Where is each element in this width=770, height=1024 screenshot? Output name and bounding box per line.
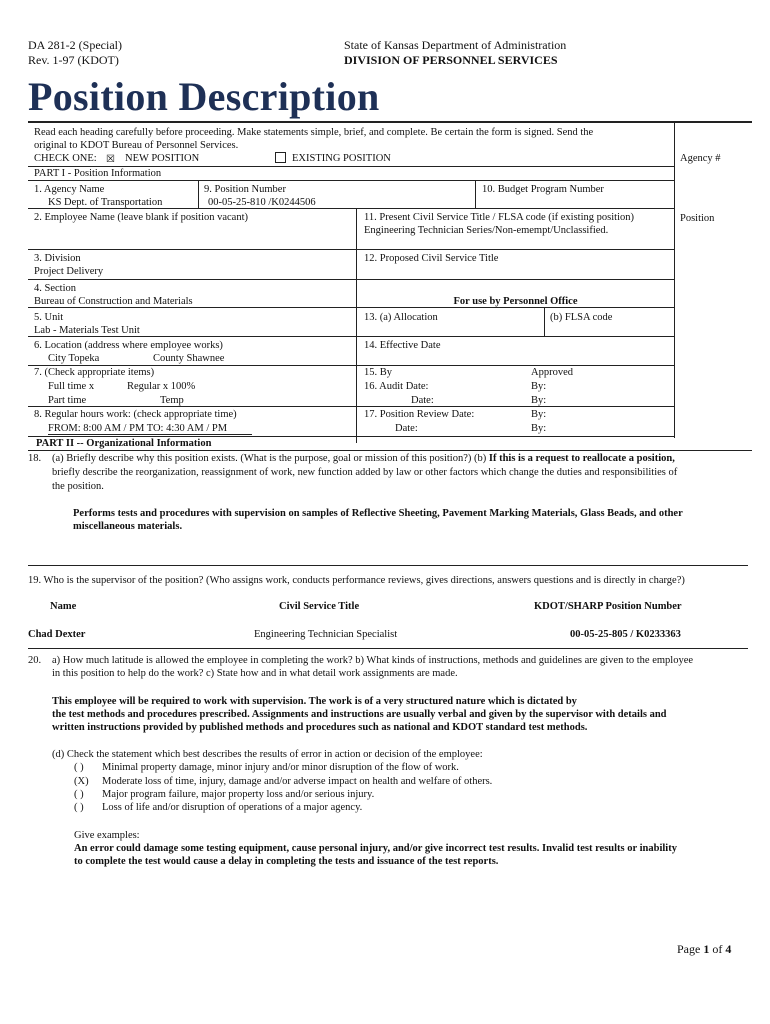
supervisor-number[interactable]: 00-05-25-805 / K0233363: [570, 629, 681, 640]
rule: [28, 307, 674, 308]
review-by-label: By:: [531, 409, 547, 420]
supervisor-name[interactable]: Chad Dexter: [28, 629, 86, 640]
examples-line1[interactable]: An error could damage some testing equipment, cause personal injury, and/or give incorrect test results. Invalid test results or inability: [74, 843, 677, 854]
budget-program-label: 10. Budget Program Number: [482, 184, 604, 195]
side-divider: [674, 122, 675, 438]
rule: [28, 648, 748, 649]
county-value[interactable]: County Shawnee: [153, 353, 225, 364]
q18-line1: [52, 452, 675, 465]
q20d-question: (d) Check the statement which best describes the results of error in action or decision of the employee:: [52, 749, 483, 760]
page-title: Position Description: [28, 74, 380, 119]
temp-value[interactable]: Temp: [160, 395, 184, 406]
q20-answer-line2[interactable]: the test methods and procedures prescribed. Assignments and instructions are usually verbal and given by the supervisor with details and: [52, 709, 667, 720]
section-label: 4. Section: [34, 283, 76, 294]
agency-name-value[interactable]: KS Dept. of Transportation: [48, 197, 163, 208]
division-title: DIVISION OF PERSONNEL SERVICES: [344, 53, 558, 67]
unit-label: 5. Unit: [34, 312, 64, 323]
new-position-checkbox[interactable]: [106, 152, 115, 165]
rule: [356, 208, 357, 443]
hours-value[interactable]: FROM: 8:00 AM / PM TO: 4:30 AM / PM: [48, 423, 228, 434]
option1-mark[interactable]: ( ): [74, 762, 84, 773]
q18-line3: the position.: [52, 481, 104, 492]
checkbox-checked-icon: ☒: [106, 154, 115, 165]
regular-value[interactable]: Regular x 100%: [127, 381, 196, 392]
approved-label: Approved: [531, 367, 573, 378]
option3-text: Major program failure, major property loss and/or serious injury.: [102, 789, 375, 800]
audit-by2-label: By:: [531, 395, 547, 406]
q18-answer-line2[interactable]: miscellaneous materials.: [73, 521, 183, 532]
check-items-label: 7. (Check appropriate items): [34, 367, 155, 378]
q18-line2: briefly describe the reorganization, reassignment of work, new function added by law or other factors which change the duties and responsibilities of: [52, 467, 678, 478]
col-name-header: Name: [50, 601, 77, 612]
option4-mark[interactable]: ( ): [74, 802, 84, 813]
rule: [475, 180, 476, 209]
civil-service-title-label: 11. Present Civil Service Title / FLSA code (if existing position): [364, 212, 634, 223]
examples-line2[interactable]: to complete the test would cause a delay in completing the tests and issuance of the test reports.: [74, 856, 499, 867]
part2-heading: PART II -- Organizational Information: [36, 438, 212, 449]
option4-text: Loss of life and/or disruption of operations of a major agency.: [102, 802, 363, 813]
col-number-header: KDOT/SHARP Position Number: [534, 601, 682, 612]
audit-by-label: By:: [531, 381, 547, 392]
civil-service-title-value[interactable]: Engineering Technician Series/Non-emempt/Unclassified.: [364, 225, 609, 236]
title-rule: [28, 121, 752, 123]
q18-number: 18.: [28, 453, 42, 464]
new-position-label: NEW POSITION: [125, 153, 200, 164]
employee-name-label: 2. Employee Name (leave blank if position vacant): [34, 212, 249, 223]
rule: [198, 180, 199, 209]
rule: [48, 434, 252, 435]
audit-date-label: 16. Audit Date:: [364, 381, 429, 392]
position-number-value[interactable]: 00-05-25-810 /K0244506: [208, 197, 316, 208]
unit-value[interactable]: Lab - Materials Test Unit: [34, 325, 140, 336]
allocation-label: 13. (a) Allocation: [364, 312, 438, 323]
rule: [28, 249, 674, 250]
instructions-line1: Read each heading carefully before proceeding. Make statements simple, brief, and complete. Be certain the form is signed. Send the: [34, 127, 594, 138]
q20-line2: in this position to help do the work? c) State how and in what detail work assignments are made.: [52, 668, 458, 679]
rule: [28, 180, 674, 181]
rule: [28, 279, 674, 280]
proposed-title-label: 12. Proposed Civil Service Title: [364, 253, 499, 264]
check-one-label: CHECK ONE:: [34, 153, 97, 164]
full-time-value[interactable]: Full time x: [48, 381, 95, 392]
option2-mark[interactable]: (X): [74, 776, 89, 787]
option3-mark[interactable]: ( ): [74, 789, 84, 800]
q18-answer-line1[interactable]: Performs tests and procedures with supervision on samples of Reflective Sheeting, Pavement Marking Materials, Glass Beads, and other: [73, 508, 683, 519]
q20-line1: a) How much latitude is allowed the employee in completing the work? b) What kinds of instructions, methods and guidelines are given to the employee: [52, 655, 694, 666]
q18-line1b: If this is a request to reallocate a position,: [488, 453, 675, 464]
page-number: 1: [703, 942, 710, 956]
location-label: 6. Location (address where employee works): [34, 340, 223, 351]
regular-hours-label: 8. Regular hours work: (check appropriate time): [34, 409, 237, 420]
review-by2-label: By:: [531, 423, 547, 434]
existing-position-label: EXISTING POSITION: [292, 153, 391, 164]
rule: [28, 565, 748, 566]
flsa-code-label: (b) FLSA code: [550, 312, 613, 323]
page-indicator: [677, 942, 731, 956]
city-value[interactable]: City Topeka: [48, 353, 100, 364]
part1-heading: PART I - Position Information: [34, 168, 162, 179]
part-time-value[interactable]: Part time: [48, 395, 87, 406]
page-label: Page: [677, 942, 704, 956]
give-examples-label: Give examples:: [74, 830, 140, 841]
page-of: of: [709, 942, 726, 956]
effective-date-label: 14. Effective Date: [364, 340, 441, 351]
form-revision: Rev. 1-97 (KDOT): [28, 53, 119, 67]
division-label: 3. Division: [34, 253, 81, 264]
agency-name-label: 1. Agency Name: [34, 184, 105, 195]
by-label: 15. By: [364, 367, 393, 378]
option2-text: Moderate loss of time, injury, damage and/or adverse impact on health and welfare of others.: [102, 776, 493, 787]
audit-date-sub-label: Date:: [411, 395, 434, 406]
rule: [28, 450, 752, 451]
rule: [28, 336, 674, 337]
agency-title: State of Kansas Department of Administration: [344, 38, 567, 52]
rule: [544, 307, 545, 336]
q20-number: 20.: [28, 655, 42, 666]
review-date-label: 17. Position Review Date:: [364, 409, 475, 420]
q18-line1a: (a) Briefly describe why this position exists. (What is the purpose, goal or mission of this position?) (b): [52, 453, 489, 464]
instructions-line2: original to KDOT Bureau of Personnel Services.: [34, 140, 239, 151]
page-total: 4: [725, 942, 732, 956]
personnel-office-heading: For use by Personnel Office: [453, 296, 578, 307]
supervisor-title[interactable]: Engineering Technician Specialist: [254, 629, 398, 640]
agency-number-label: Agency #: [680, 153, 721, 164]
q20-answer-line3[interactable]: written instructions provided by published methods and procedures such as national and KDOT standard test methods.: [52, 722, 588, 733]
position-number-label: 9. Position Number: [204, 184, 286, 195]
checkbox-empty-icon: [275, 152, 286, 163]
col-title-header: Civil Service Title: [279, 601, 360, 612]
rule: [28, 406, 674, 407]
section-value[interactable]: Bureau of Construction and Materials: [34, 296, 193, 307]
rule: [28, 208, 674, 209]
existing-position-checkbox[interactable]: [275, 152, 286, 166]
position-side-label: Position: [680, 213, 715, 224]
option1-text: Minimal property damage, minor injury and/or minor disruption of the flow of work.: [102, 762, 459, 773]
division-value[interactable]: Project Delivery: [34, 266, 104, 277]
q19-question: 19. Who is the supervisor of the position? (Who assigns work, conducts performance reviews, gives directions, answers questions and is directly in charge?): [28, 575, 685, 586]
form-id: DA 281-2 (Special): [28, 38, 122, 52]
review-date-sub-label: Date:: [395, 423, 418, 434]
q20-answer-line1[interactable]: This employee will be required to work with supervision. The work is of a very structured nature which is dictated by: [52, 696, 577, 707]
